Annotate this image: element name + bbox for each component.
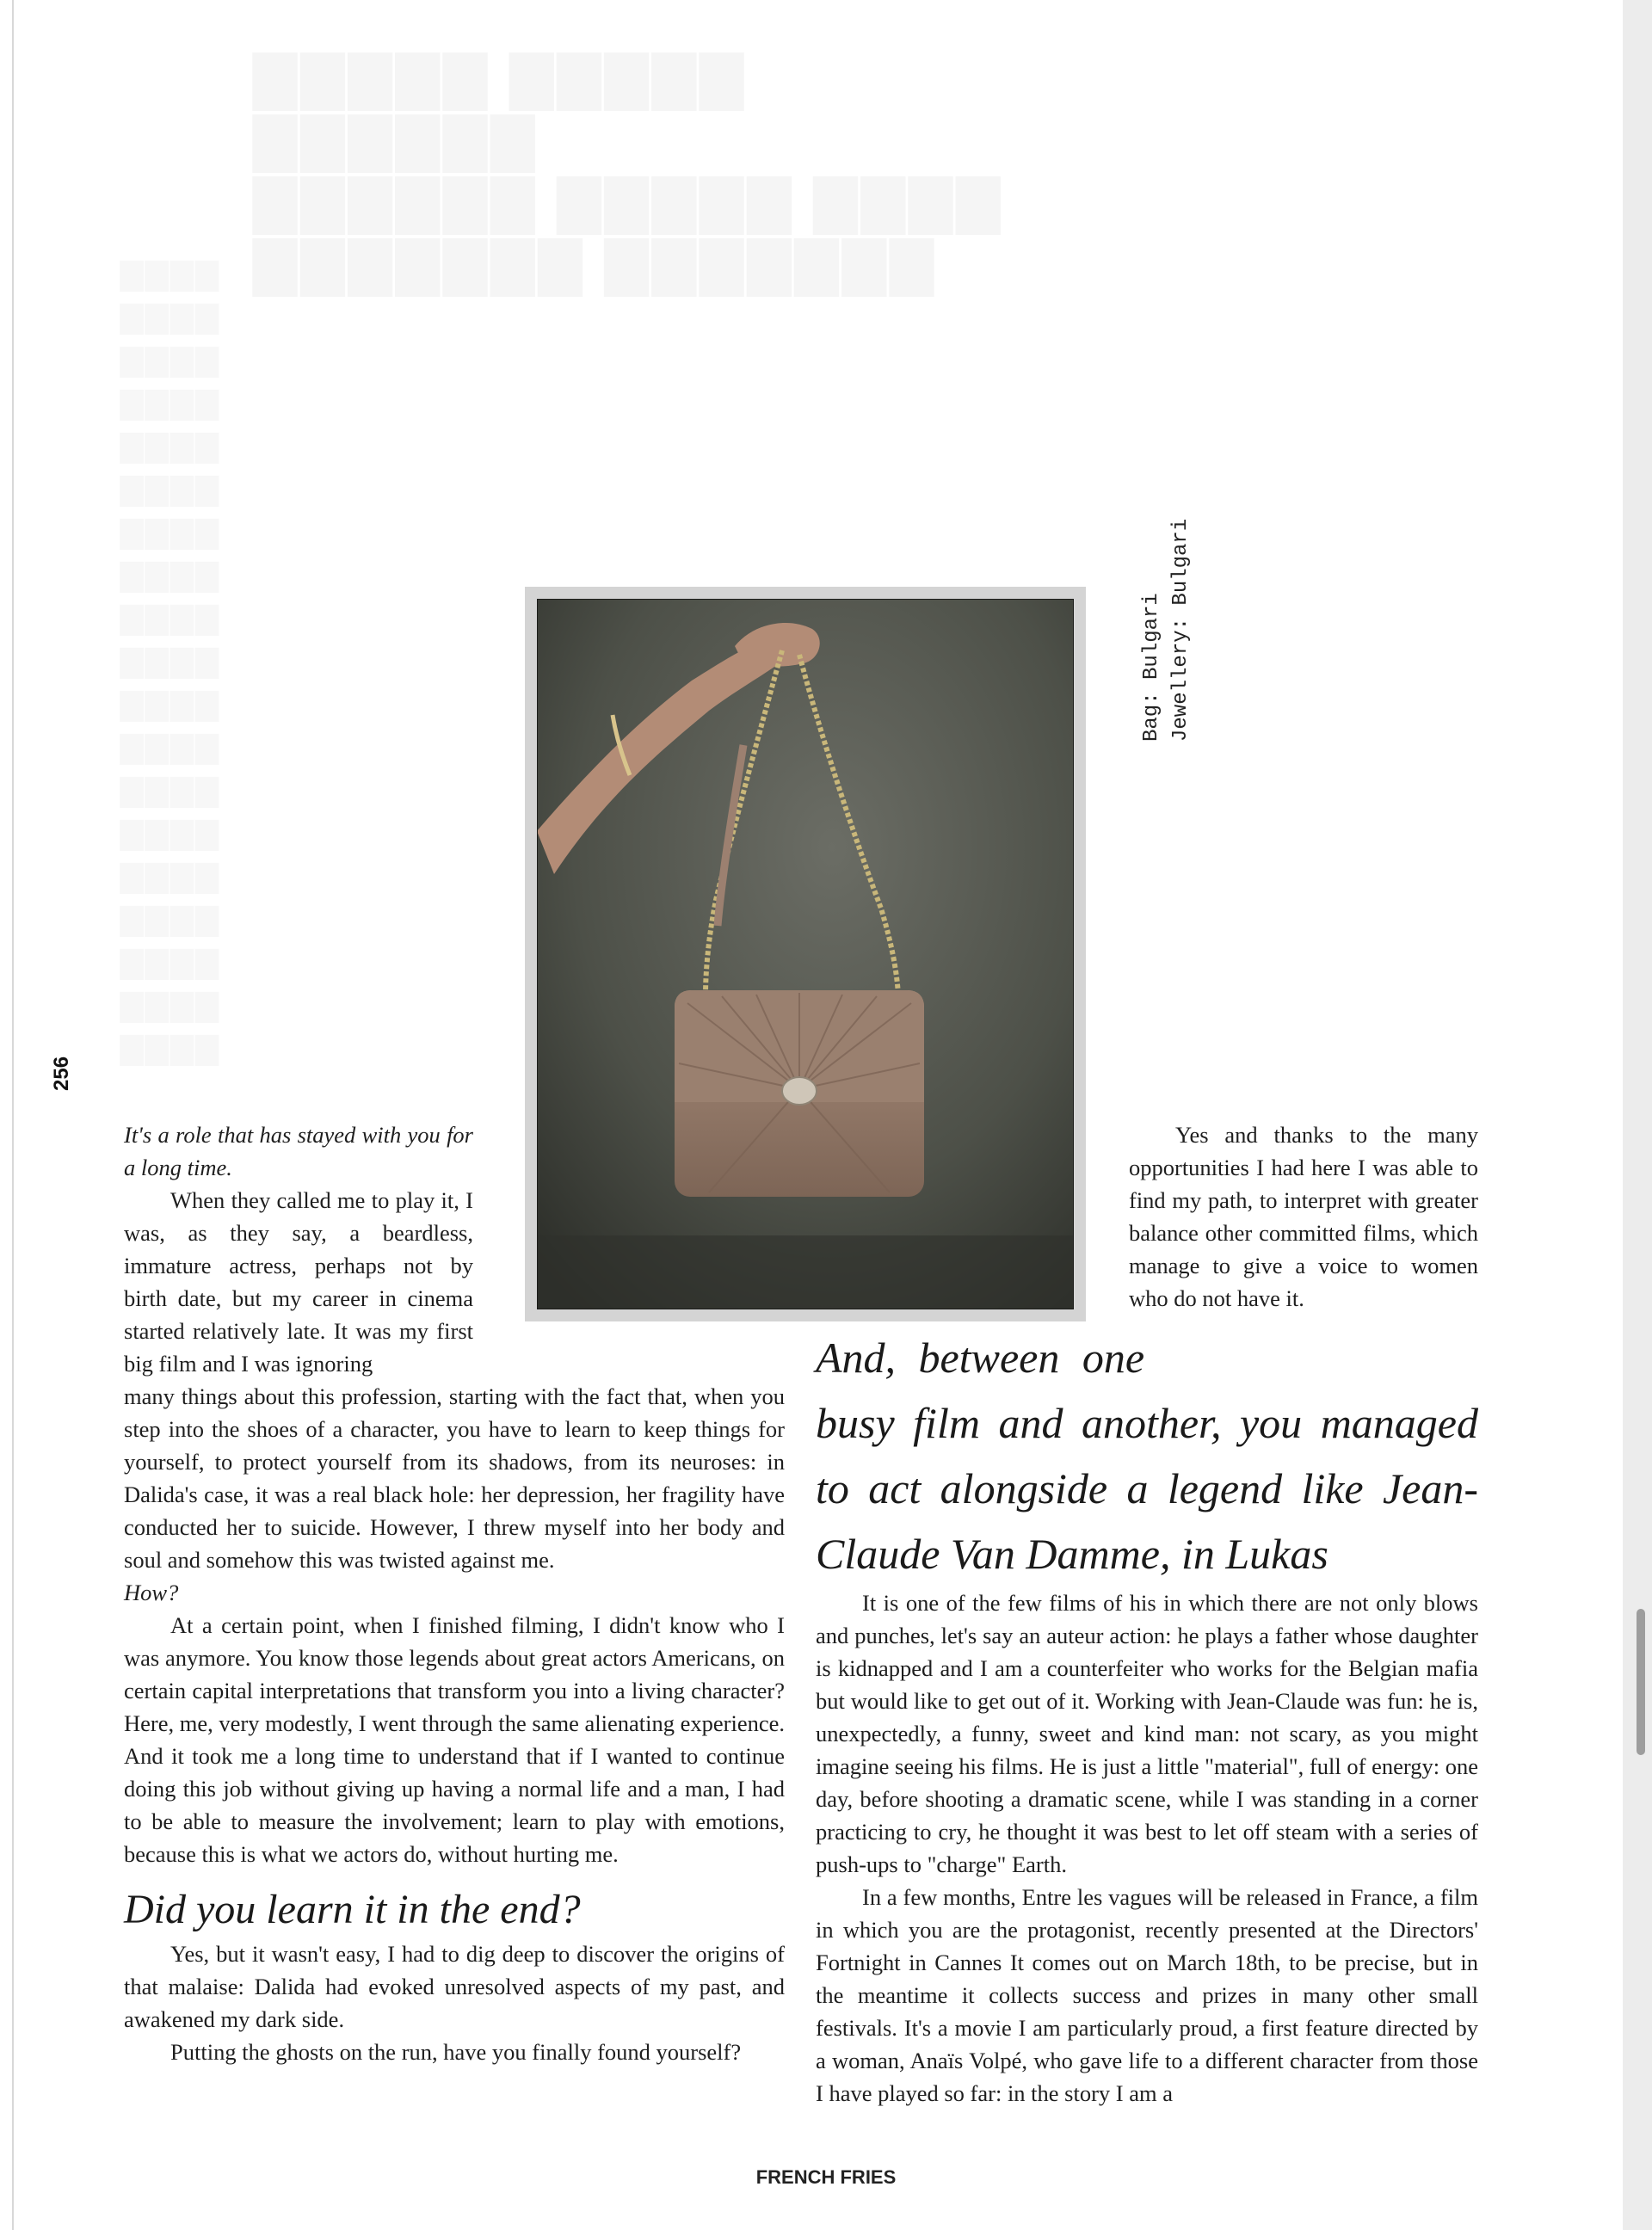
scrollbar-thumb[interactable] <box>1637 1609 1645 1755</box>
bag-clasp <box>782 1077 817 1105</box>
question-role: It's a role that has stayed with you for a long time. <box>124 1122 473 1180</box>
left-column-top <box>124 1118 473 1380</box>
bleed-through-title: ▇▇▇▇▇ ▇▇▇▇▇ ▇▇▇▇▇▇ ▇▇▇▇▇▇ ▇▇▇▇▇ ▇▇▇▇ ▇▇▇▇▇▇▇ ▇▇▇▇▇▇▇ <box>254 47 1005 294</box>
question-ghosts: Putting the ghosts on the run, have you finally found yourself? <box>170 2039 742 2065</box>
question-how: How? <box>124 1580 179 1605</box>
answer-entre-les-vagues: In a few months, Entre les vagues will be released in France, a film in which you are the protagonist, recently presented at the Directors' Fortnight in Cannes It comes out on March 18th, to be precise, but in the meantime it collects success and prizes in many other small festivals. It's a movie I am particularly proud, a first feature directed by a woman, Anaïs Volpé, who gave life to a different character from those I have played so far: in the story I am a <box>816 1884 1478 2106</box>
right-column-top <box>1129 1118 1478 1315</box>
credit-jewellery: Jewellery: Bulgari <box>1169 518 1193 742</box>
right-column-bottom <box>816 1325 1478 2110</box>
answer-van-damme: It is one of the few films of his in which there are not only blows and punches, let's say an auteur action: he plays a father whose daughter is kidnapped and I am a counterfeiter who works for the Belgian mafia but would like to get out of it. Working with Jean-Claude was fun: he is, unexpectedly, a funny, sweet and kind man: not scary, as you might imagine seeing his films. He is just a little "material", full of energy: one day, before shooting a dramatic scene, while I was standing in a corner practicing to cry, he thought it was best to let off steam with a series of push-ups to "charge" Earth. <box>816 1590 1478 1877</box>
bleed-through-column: ▇▇▇▇ ▇▇▇▇ ▇▇▇▇ ▇▇▇▇ ▇▇▇▇ ▇▇▇▇ ▇▇▇▇ ▇▇▇▇ ▇▇▇▇ ▇▇▇▇ ▇▇▇▇ ▇▇▇▇ ▇▇▇▇ ▇▇▇▇ ▇▇▇▇ ▇▇▇▇ ▇▇▇▇ ▇▇▇▇ ▇▇▇▇ <box>120 259 221 1065</box>
answer-learn: Yes, but it wasn't easy, I had to dig deep to discover the origins of that malaise: Dalida had evoked unresolved aspects of my past, and awakened my dark side. <box>124 1941 785 2032</box>
left-column-bottom <box>124 1380 785 2068</box>
viewer-margin <box>1623 0 1652 2230</box>
photo-frame <box>525 587 1086 1321</box>
answer-how: At a certain point, when I finished filming, I didn't know who I was anymore. You know those legends about great actors Americans, on certain capital interpretations that transform you into a living character? Here, me, very modestly, I went through the same alienating experience. And it took me a long time to understand that if I wanted to continue doing this job without giving up having a normal life and a man, I had to be able to measure the involvement; learn to play with emotions, because this is what we actors do, without hurting me. <box>124 1612 785 1867</box>
question-van-damme: And, between one busy film and another, you managed to act alongside a legend like Jean-Claude Van Damme, in Lukas <box>816 1334 1478 1578</box>
answer-role-start: When they called me to play it, I was, as they say, a beardless, immature actress, perhaps not by birth date, but my career in cinema started relatively late. It was my first big film and I was ignoring <box>124 1187 473 1377</box>
photo-credits <box>1137 466 1196 742</box>
question-learn: Did you learn it in the end? <box>124 1887 581 1932</box>
magazine-footer: FRENCH FRIES <box>755 2166 897 2188</box>
answer-role-end: many things about this profession, starting with the fact that, when you step into the shoes of a character, you have to learn to keep things for yourself, to protect yourself from its shadows, from its neuroses: in Dalida's case, it was a real black hole: her depression, her fragility have conducted her to suicide. However, I threw myself into her body and soul and somehow this was twisted against me. <box>124 1383 785 1573</box>
page-edge <box>12 0 14 2230</box>
answer-path: Yes and thanks to the many opportunities I had here I was able to find my path, to interpret with greater balance other committed films, which manage to give a voice to women who do not have it. <box>1129 1122 1478 1311</box>
page-number: 256 <box>50 1056 73 1091</box>
credit-bag: Bag: Bulgari <box>1140 593 1163 742</box>
bag-photo <box>537 599 1074 1309</box>
